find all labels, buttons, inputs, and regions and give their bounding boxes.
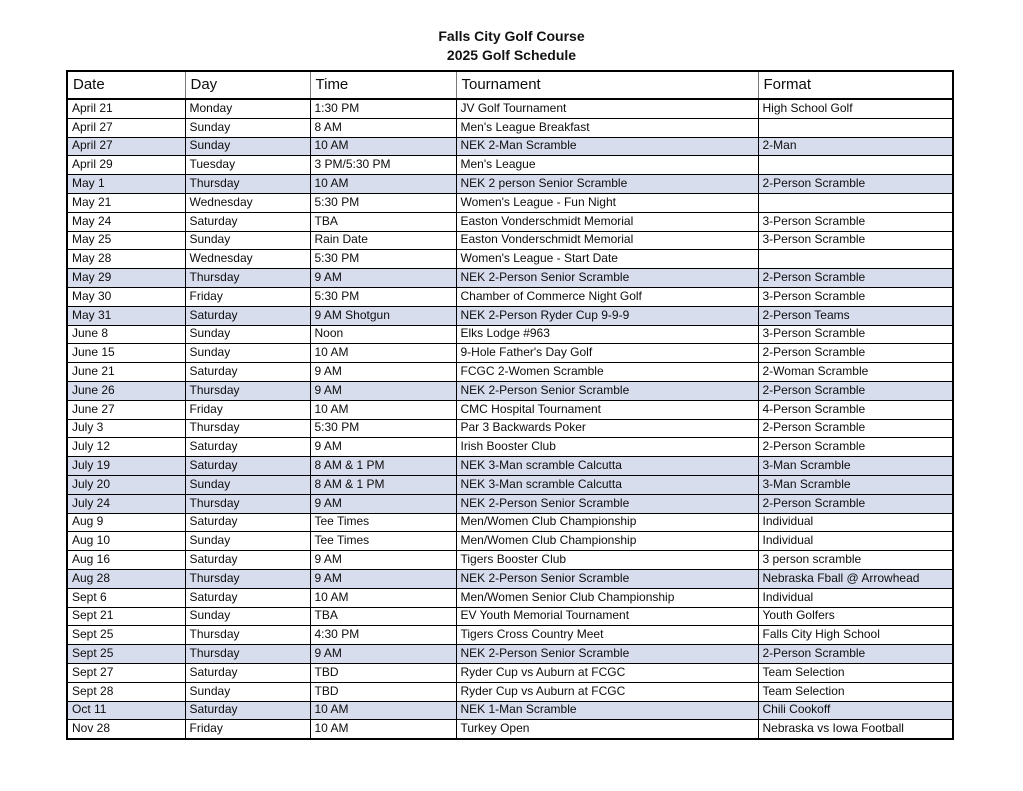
cell-tournament: Ryder Cup vs Auburn at FCGC	[456, 682, 758, 701]
cell-time: 9 AM Shotgun	[310, 306, 456, 325]
cell-date: April 29	[67, 156, 185, 175]
table-row	[67, 551, 953, 570]
cell-time: 1:30 PM	[310, 99, 456, 118]
cell-format: Nebraska Fball @ Arrowhead	[758, 569, 953, 588]
cell-time: Tee Times	[310, 513, 456, 532]
cell-day: Saturday	[185, 513, 310, 532]
cell-day: Thursday	[185, 626, 310, 645]
cell-date: May 1	[67, 175, 185, 194]
table-row	[67, 494, 953, 513]
cell-date: Nov 28	[67, 720, 185, 739]
cell-day: Sunday	[185, 137, 310, 156]
cell-tournament: NEK 2 person Senior Scramble	[456, 175, 758, 194]
column-header-tournament: Tournament	[456, 71, 758, 99]
cell-day: Thursday	[185, 569, 310, 588]
cell-time: 9 AM	[310, 645, 456, 664]
cell-date: Aug 16	[67, 551, 185, 570]
cell-time: 9 AM	[310, 551, 456, 570]
cell-format: Nebraska vs Iowa Football	[758, 720, 953, 739]
cell-time: 9 AM	[310, 381, 456, 400]
cell-time: TBA	[310, 607, 456, 626]
table-row	[67, 137, 953, 156]
cell-day: Saturday	[185, 551, 310, 570]
column-header-time: Time	[310, 71, 456, 99]
cell-day: Saturday	[185, 212, 310, 231]
cell-format: 3-Person Scramble	[758, 325, 953, 344]
cell-day: Friday	[185, 287, 310, 306]
cell-format: Team Selection	[758, 682, 953, 701]
cell-day: Monday	[185, 99, 310, 118]
cell-time: 8 AM	[310, 118, 456, 137]
column-header-date: Date	[67, 71, 185, 99]
cell-time: TBD	[310, 682, 456, 701]
cell-tournament: NEK 2-Man Scramble	[456, 137, 758, 156]
cell-day: Thursday	[185, 645, 310, 664]
cell-format: 2-Person Scramble	[758, 419, 953, 438]
cell-format: Individual	[758, 513, 953, 532]
table-row	[67, 156, 953, 175]
cell-tournament: Men/Women Club Championship	[456, 532, 758, 551]
cell-format: 2-Person Scramble	[758, 269, 953, 288]
cell-day: Thursday	[185, 175, 310, 194]
cell-day: Saturday	[185, 306, 310, 325]
cell-tournament: NEK 2-Person Ryder Cup 9-9-9	[456, 306, 758, 325]
cell-day: Thursday	[185, 419, 310, 438]
cell-tournament: Easton Vonderschmidt Memorial	[456, 231, 758, 250]
cell-date: Sept 27	[67, 663, 185, 682]
cell-day: Saturday	[185, 363, 310, 382]
cell-day: Sunday	[185, 118, 310, 137]
cell-tournament: Elks Lodge #963	[456, 325, 758, 344]
cell-time: 8 AM & 1 PM	[310, 457, 456, 476]
cell-time: 10 AM	[310, 588, 456, 607]
cell-tournament: Men's League	[456, 156, 758, 175]
cell-format: 3-Person Scramble	[758, 287, 953, 306]
cell-time: 5:30 PM	[310, 250, 456, 269]
document-title	[0, 27, 1023, 65]
cell-time: 10 AM	[310, 720, 456, 739]
cell-date: May 30	[67, 287, 185, 306]
cell-format: Individual	[758, 588, 953, 607]
cell-tournament: JV Golf Tournament	[456, 99, 758, 118]
cell-day: Saturday	[185, 588, 310, 607]
cell-date: April 21	[67, 99, 185, 118]
cell-day: Sunday	[185, 344, 310, 363]
cell-time: 10 AM	[310, 701, 456, 720]
cell-tournament: Men/Women Club Championship	[456, 513, 758, 532]
cell-date: May 25	[67, 231, 185, 250]
cell-tournament: EV Youth Memorial Tournament	[456, 607, 758, 626]
cell-date: Aug 9	[67, 513, 185, 532]
cell-date: May 28	[67, 250, 185, 269]
cell-time: Noon	[310, 325, 456, 344]
table-row	[67, 532, 953, 551]
table-row	[67, 701, 953, 720]
table-row	[67, 419, 953, 438]
table-row	[67, 381, 953, 400]
table-row	[67, 513, 953, 532]
cell-day: Sunday	[185, 475, 310, 494]
cell-time: 10 AM	[310, 137, 456, 156]
table-row	[67, 325, 953, 344]
column-header-day: Day	[185, 71, 310, 99]
cell-day: Thursday	[185, 381, 310, 400]
cell-day: Wednesday	[185, 250, 310, 269]
cell-date: July 19	[67, 457, 185, 476]
cell-tournament: CMC Hospital Tournament	[456, 400, 758, 419]
cell-day: Thursday	[185, 494, 310, 513]
cell-tournament: NEK 2-Person Senior Scramble	[456, 269, 758, 288]
cell-tournament: FCGC 2-Women Scramble	[456, 363, 758, 382]
cell-tournament: Men/Women Senior Club Championship	[456, 588, 758, 607]
cell-tournament: NEK 2-Person Senior Scramble	[456, 494, 758, 513]
cell-time: 4:30 PM	[310, 626, 456, 645]
cell-date: June 27	[67, 400, 185, 419]
cell-tournament: NEK 1-Man Scramble	[456, 701, 758, 720]
cell-time: 5:30 PM	[310, 193, 456, 212]
cell-format: 2-Person Scramble	[758, 438, 953, 457]
cell-format: 4-Person Scramble	[758, 400, 953, 419]
table-row	[67, 720, 953, 739]
cell-day: Friday	[185, 720, 310, 739]
cell-time: 9 AM	[310, 438, 456, 457]
cell-tournament: NEK 3-Man scramble Calcutta	[456, 457, 758, 476]
cell-tournament: NEK 2-Person Senior Scramble	[456, 645, 758, 664]
cell-date: July 12	[67, 438, 185, 457]
cell-date: June 21	[67, 363, 185, 382]
cell-day: Saturday	[185, 701, 310, 720]
cell-format: Team Selection	[758, 663, 953, 682]
table-row	[67, 306, 953, 325]
cell-tournament: Ryder Cup vs Auburn at FCGC	[456, 663, 758, 682]
cell-format	[758, 118, 953, 137]
cell-time: 9 AM	[310, 363, 456, 382]
cell-format: 3-Man Scramble	[758, 475, 953, 494]
table-row	[67, 588, 953, 607]
cell-date: Aug 28	[67, 569, 185, 588]
cell-tournament: NEK 2-Person Senior Scramble	[456, 381, 758, 400]
cell-tournament: Turkey Open	[456, 720, 758, 739]
cell-day: Sunday	[185, 532, 310, 551]
cell-day: Saturday	[185, 438, 310, 457]
cell-format: 2-Person Scramble	[758, 645, 953, 664]
cell-format: High School Golf	[758, 99, 953, 118]
cell-day: Friday	[185, 400, 310, 419]
cell-date: June 8	[67, 325, 185, 344]
cell-format: 2-Person Scramble	[758, 344, 953, 363]
doc-title-line2: 2025 Golf Schedule	[446, 47, 577, 63]
cell-format: 3-Person Scramble	[758, 231, 953, 250]
cell-format: 2-Person Scramble	[758, 494, 953, 513]
table-row	[67, 212, 953, 231]
cell-date: Aug 10	[67, 532, 185, 551]
cell-format	[758, 193, 953, 212]
table-row	[67, 400, 953, 419]
table-row	[67, 438, 953, 457]
cell-date: May 24	[67, 212, 185, 231]
cell-day: Sunday	[185, 325, 310, 344]
cell-day: Wednesday	[185, 193, 310, 212]
cell-time: TBD	[310, 663, 456, 682]
cell-date: July 24	[67, 494, 185, 513]
table-row	[67, 645, 953, 664]
cell-format: Falls City High School	[758, 626, 953, 645]
cell-time: TBA	[310, 212, 456, 231]
table-row	[67, 569, 953, 588]
cell-time: 9 AM	[310, 569, 456, 588]
cell-time: Tee Times	[310, 532, 456, 551]
column-header-format: Format	[758, 71, 953, 99]
cell-format	[758, 250, 953, 269]
cell-tournament: Par 3 Backwards Poker	[456, 419, 758, 438]
cell-format: 3-Man Scramble	[758, 457, 953, 476]
cell-day: Saturday	[185, 457, 310, 476]
cell-tournament: 9-Hole Father's Day Golf	[456, 344, 758, 363]
table-row	[67, 269, 953, 288]
cell-date: May 31	[67, 306, 185, 325]
cell-time: 10 AM	[310, 175, 456, 194]
table-row	[67, 475, 953, 494]
cell-tournament: Easton Vonderschmidt Memorial	[456, 212, 758, 231]
cell-format	[758, 156, 953, 175]
cell-format: Youth Golfers	[758, 607, 953, 626]
cell-tournament: NEK 3-Man scramble Calcutta	[456, 475, 758, 494]
cell-date: Sept 25	[67, 626, 185, 645]
cell-date: Oct 11	[67, 701, 185, 720]
cell-date: Sept 21	[67, 607, 185, 626]
cell-format: 2-Man	[758, 137, 953, 156]
cell-tournament: Women's League - Fun Night	[456, 193, 758, 212]
table-row	[67, 99, 953, 118]
cell-tournament: Chamber of Commerce Night Golf	[456, 287, 758, 306]
cell-day: Saturday	[185, 663, 310, 682]
table-row	[67, 607, 953, 626]
cell-time: 10 AM	[310, 400, 456, 419]
cell-time: 5:30 PM	[310, 287, 456, 306]
cell-time: 9 AM	[310, 269, 456, 288]
table-row	[67, 663, 953, 682]
cell-date: April 27	[67, 118, 185, 137]
cell-format: 2-Person Teams	[758, 306, 953, 325]
cell-time: 3 PM/5:30 PM	[310, 156, 456, 175]
table-row	[67, 175, 953, 194]
table-row	[67, 626, 953, 645]
table-row	[67, 250, 953, 269]
cell-day: Sunday	[185, 231, 310, 250]
cell-tournament: Men's League Breakfast	[456, 118, 758, 137]
cell-day: Sunday	[185, 682, 310, 701]
table-row	[67, 193, 953, 212]
cell-date: Sept 25	[67, 645, 185, 664]
cell-day: Sunday	[185, 607, 310, 626]
cell-tournament: Tigers Cross Country Meet	[456, 626, 758, 645]
cell-tournament: NEK 2-Person Senior Scramble	[456, 569, 758, 588]
cell-date: May 29	[67, 269, 185, 288]
cell-day: Tuesday	[185, 156, 310, 175]
cell-date: June 15	[67, 344, 185, 363]
cell-date: Sept 28	[67, 682, 185, 701]
cell-format: 2-Person Scramble	[758, 381, 953, 400]
table-row	[67, 457, 953, 476]
cell-date: May 21	[67, 193, 185, 212]
cell-tournament: Women's League - Start Date	[456, 250, 758, 269]
cell-tournament: Tigers Booster Club	[456, 551, 758, 570]
cell-format: 2-Person Scramble	[758, 175, 953, 194]
table-row	[67, 363, 953, 382]
cell-time: Rain Date	[310, 231, 456, 250]
cell-tournament: Irish Booster Club	[456, 438, 758, 457]
cell-date: April 27	[67, 137, 185, 156]
table-row	[67, 344, 953, 363]
cell-date: June 26	[67, 381, 185, 400]
table-row	[67, 118, 953, 137]
doc-title-line1: Falls City Golf Course	[438, 28, 585, 44]
cell-format: Individual	[758, 532, 953, 551]
golf-schedule-table	[66, 70, 954, 740]
schedule-table-body	[67, 99, 953, 739]
cell-date: Sept 6	[67, 588, 185, 607]
cell-format: 2-Woman Scramble	[758, 363, 953, 382]
cell-time: 9 AM	[310, 494, 456, 513]
cell-time: 10 AM	[310, 344, 456, 363]
cell-date: July 20	[67, 475, 185, 494]
cell-date: July 3	[67, 419, 185, 438]
cell-day: Thursday	[185, 269, 310, 288]
table-row	[67, 682, 953, 701]
table-header-row	[67, 71, 953, 99]
cell-time: 8 AM & 1 PM	[310, 475, 456, 494]
cell-format: Chili Cookoff	[758, 701, 953, 720]
cell-format: 3-Person Scramble	[758, 212, 953, 231]
cell-format: 3 person scramble	[758, 551, 953, 570]
table-row	[67, 231, 953, 250]
table-row	[67, 287, 953, 306]
cell-time: 5:30 PM	[310, 419, 456, 438]
